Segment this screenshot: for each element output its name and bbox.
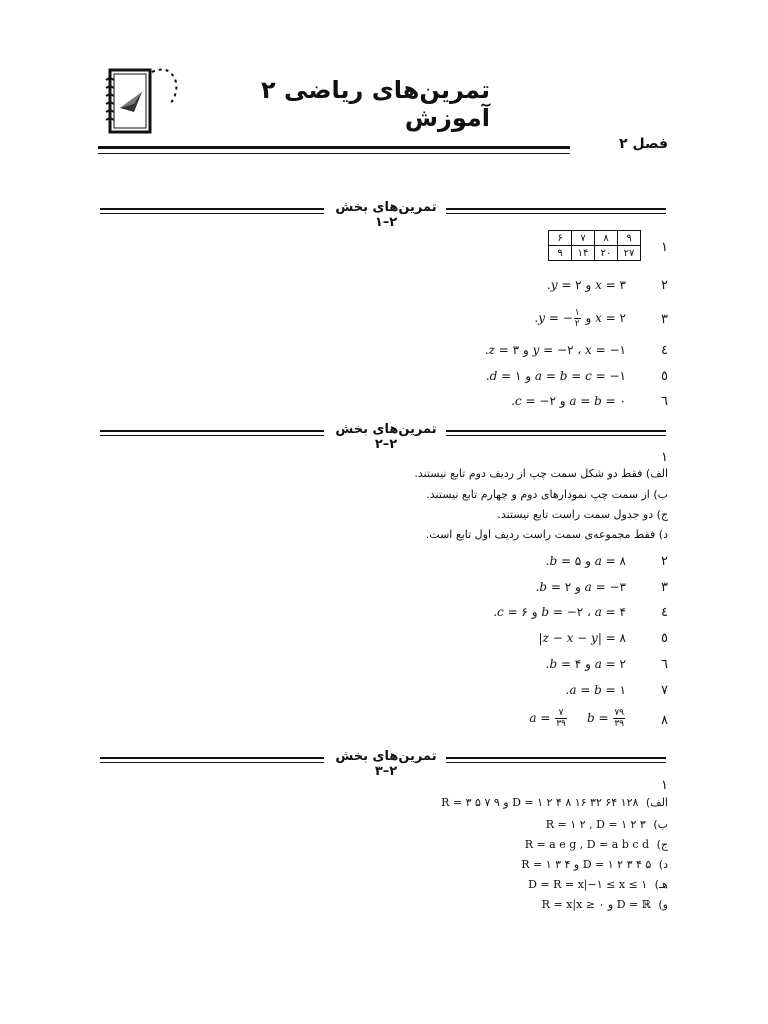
part-label: د) [658,858,668,871]
part-label: ج) [656,838,668,851]
chapter-label: فصل ۲ [619,136,668,152]
set-answer [528,878,668,891]
exercise-number: ۳ [661,312,668,327]
set-answer [441,796,668,809]
answer-part: ج) دو جدول سمت راست تابع نیستند. [497,508,668,521]
part-label: و) [658,898,668,911]
exercise-number: ٤ [661,343,668,358]
section-rule [100,208,324,214]
set-expression: R = ۳ ۵ ۷ ۹ و D = ۱ ۲ ۴ ۸ ۱۶ ۳۲ ۶۴ ۱۲۸ [441,796,639,809]
exercise-number: ۱ [661,450,668,465]
answer-line: .c = −۲ و a = b = ۰ [511,394,626,408]
exercise-number: ۸ [661,713,668,728]
part-label: الف) [645,796,668,809]
answer-part: د) فقط مجموعه‌ی سمت راست ردیف اول تابع است. [425,528,668,541]
answer-line: .b = ۵ و a = ۸ [545,554,626,568]
set-expression: D = R = x|−۱ ≤ x ≤ ۱ [528,878,648,891]
set-expression: R = ۱ ۲ , D = ۱ ۲ ۳ [545,818,646,831]
table-cell: ۲۰ [595,246,618,261]
set-expression: R = ۱ ۳ ۴ و D = ۱ ۲ ۳ ۴ ۵ [521,858,652,871]
answer-line: |z − x − y| = ۸ [538,631,626,645]
section-rule [446,757,666,763]
set-answer [546,818,668,831]
set-expression: R = a e g , D = a b c d [524,838,650,851]
section-title: تمرین‌های بخش ۲–۳ [335,749,437,779]
values-table [548,230,641,261]
exercise-number: ۲ [661,278,668,293]
exercise-number: ٤ [661,605,668,620]
page-title: تمرین‌های ریاضی ۲ آموزش [261,76,490,132]
section-rule [446,208,666,214]
answer-line: .z = ۳ و y = −۲ ، x = −۱ [484,343,626,357]
table-cell: ۲۷ [618,246,641,261]
section-heading-1 [100,200,666,230]
answer-line: .d = ۱ و a = b = c = −۱ [485,369,626,383]
exercise-number: ۱ [661,778,668,793]
section-heading-3 [100,749,666,779]
exercise-number: ۱ [661,240,668,255]
set-answer [542,898,668,911]
answer-line: a = $\frac{۷}{۳۹}$ b = $\frac{۷۹}{۳۹}$ [529,708,624,729]
table-cell: ۹ [618,231,641,246]
notebook-paper-plane-logo [100,62,192,140]
table-cell: ۶ [549,231,572,246]
table-cell: ۹ [549,246,572,261]
exercise-number: ٥ [661,631,668,646]
answer-part: ب) از سمت چپ نمودارهای دوم و چهارم تابع نیستند. [426,488,668,501]
set-answer [525,838,668,851]
section-heading-2 [100,422,666,452]
answer-line: .a = b = ۱ [565,683,626,697]
part-label: هـ) [654,878,668,891]
answer-line: .y = − $\frac{۱}{۲}$ و x = ۲ [534,308,626,329]
exercise-number: ٦ [661,657,668,672]
exercise-number: ۲ [661,554,668,569]
exercise-number: ٥ [661,369,668,384]
answer-line: .y = ۲ و x = ۳ [546,278,626,292]
section-rule [100,430,324,436]
section-title: تمرین‌های بخش ۲–۲ [335,422,437,452]
exercise-number: ٦ [661,394,668,409]
table-cell: ۷ [572,231,595,246]
exercise-number: ۷ [661,683,668,698]
set-answer [521,858,668,871]
section-rule [100,757,324,763]
exercise-number: ۳ [661,580,668,595]
answer-part: الف) فقط دو شکل سمت چپ از ردیف دوم تابع نیستند. [414,467,668,480]
header-divider [98,146,570,154]
answer-line: .b = ۴ و a = ۲ [545,657,626,671]
answer-line: .b = ۲ و a = −۳ [535,580,626,594]
answer-line: .c = ۶ و b = −۲ ، a = ۴ [493,605,626,619]
section-title: تمرین‌های بخش ۲–۱ [335,200,437,230]
set-expression: R = x|x ≥ ۰ و D = ℝ [541,898,651,911]
table-cell: ۱۴ [572,246,595,261]
table-cell: ۸ [595,231,618,246]
part-label: ب) [653,818,668,831]
section-rule [446,430,666,436]
